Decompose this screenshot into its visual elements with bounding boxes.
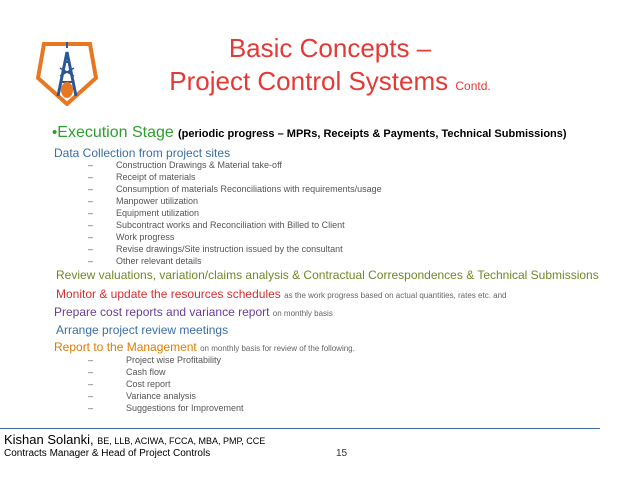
prepare-line	[54, 305, 333, 319]
review-line: Review valuations, variation/claims analysis & Contractual Correspondences & Technical Submissions	[56, 268, 599, 282]
list-item: – Cash flow	[88, 367, 166, 377]
list-item: – Cost report	[88, 379, 171, 389]
title-line-2	[120, 65, 540, 103]
list-item: – Variance analysis	[88, 391, 196, 401]
report-main: Report to the Management	[54, 340, 197, 354]
title-line-1: Basic Concepts –	[228, 33, 432, 63]
title-contd: Contd.	[455, 79, 491, 93]
list-item: – Project wise Profitability	[88, 355, 222, 365]
author-role: Contracts Manager & Head of Project Controls	[4, 448, 211, 459]
page-number: 15	[336, 448, 348, 459]
report-line	[54, 340, 355, 354]
slide-title	[120, 32, 540, 103]
list-item: – Construction Drawings & Material take-off	[88, 160, 282, 170]
list-item: – Other relevant details	[88, 256, 202, 266]
report-note: on monthly basis for review of the following.	[200, 344, 355, 353]
list-item: – Suggestions for Improvement	[88, 403, 244, 413]
monitor-main: Monitor & update the resources schedules	[56, 287, 281, 301]
footer-divider	[0, 428, 600, 429]
arrange-line: Arrange project review meetings	[56, 323, 229, 337]
title-main: Project Control Systems	[169, 66, 449, 96]
list-item: – Receipt of materials	[88, 172, 196, 182]
execution-stage-heading	[52, 124, 567, 142]
prepare-note: on monthly basis	[272, 309, 333, 318]
list-item: – Manpower utilization	[88, 196, 199, 206]
stage-label: Execution Stage	[57, 124, 174, 141]
list-item: – Consumption of materials Reconciliations with requirements/usage	[88, 184, 382, 194]
oil-rig-logo-icon	[36, 38, 98, 106]
list-item: – Equipment utilization	[88, 208, 200, 218]
monitor-line	[56, 287, 507, 301]
list-item: – Work progress	[88, 232, 175, 242]
author-name: Kishan Solanki,	[4, 432, 94, 447]
bullet: •	[52, 124, 58, 141]
prepare-main: Prepare cost reports and variance report	[54, 305, 270, 319]
monitor-note: as the work progress based on actual quantities, rates etc. and	[284, 291, 507, 300]
list-item: – Subcontract works and Reconciliation with Billed to Client	[88, 220, 345, 230]
list-item: – Revise drawings/Site instruction issued by the consultant	[88, 244, 343, 254]
author-credentials: BE, LLB, ACIWA, FCCA, MBA, PMP, CCE	[97, 436, 266, 446]
data-collection-label: Data Collection from project sites	[54, 146, 231, 160]
author	[4, 432, 265, 447]
stage-description: (periodic progress – MPRs, Receipts & Payments, Technical Submissions)	[177, 128, 567, 140]
